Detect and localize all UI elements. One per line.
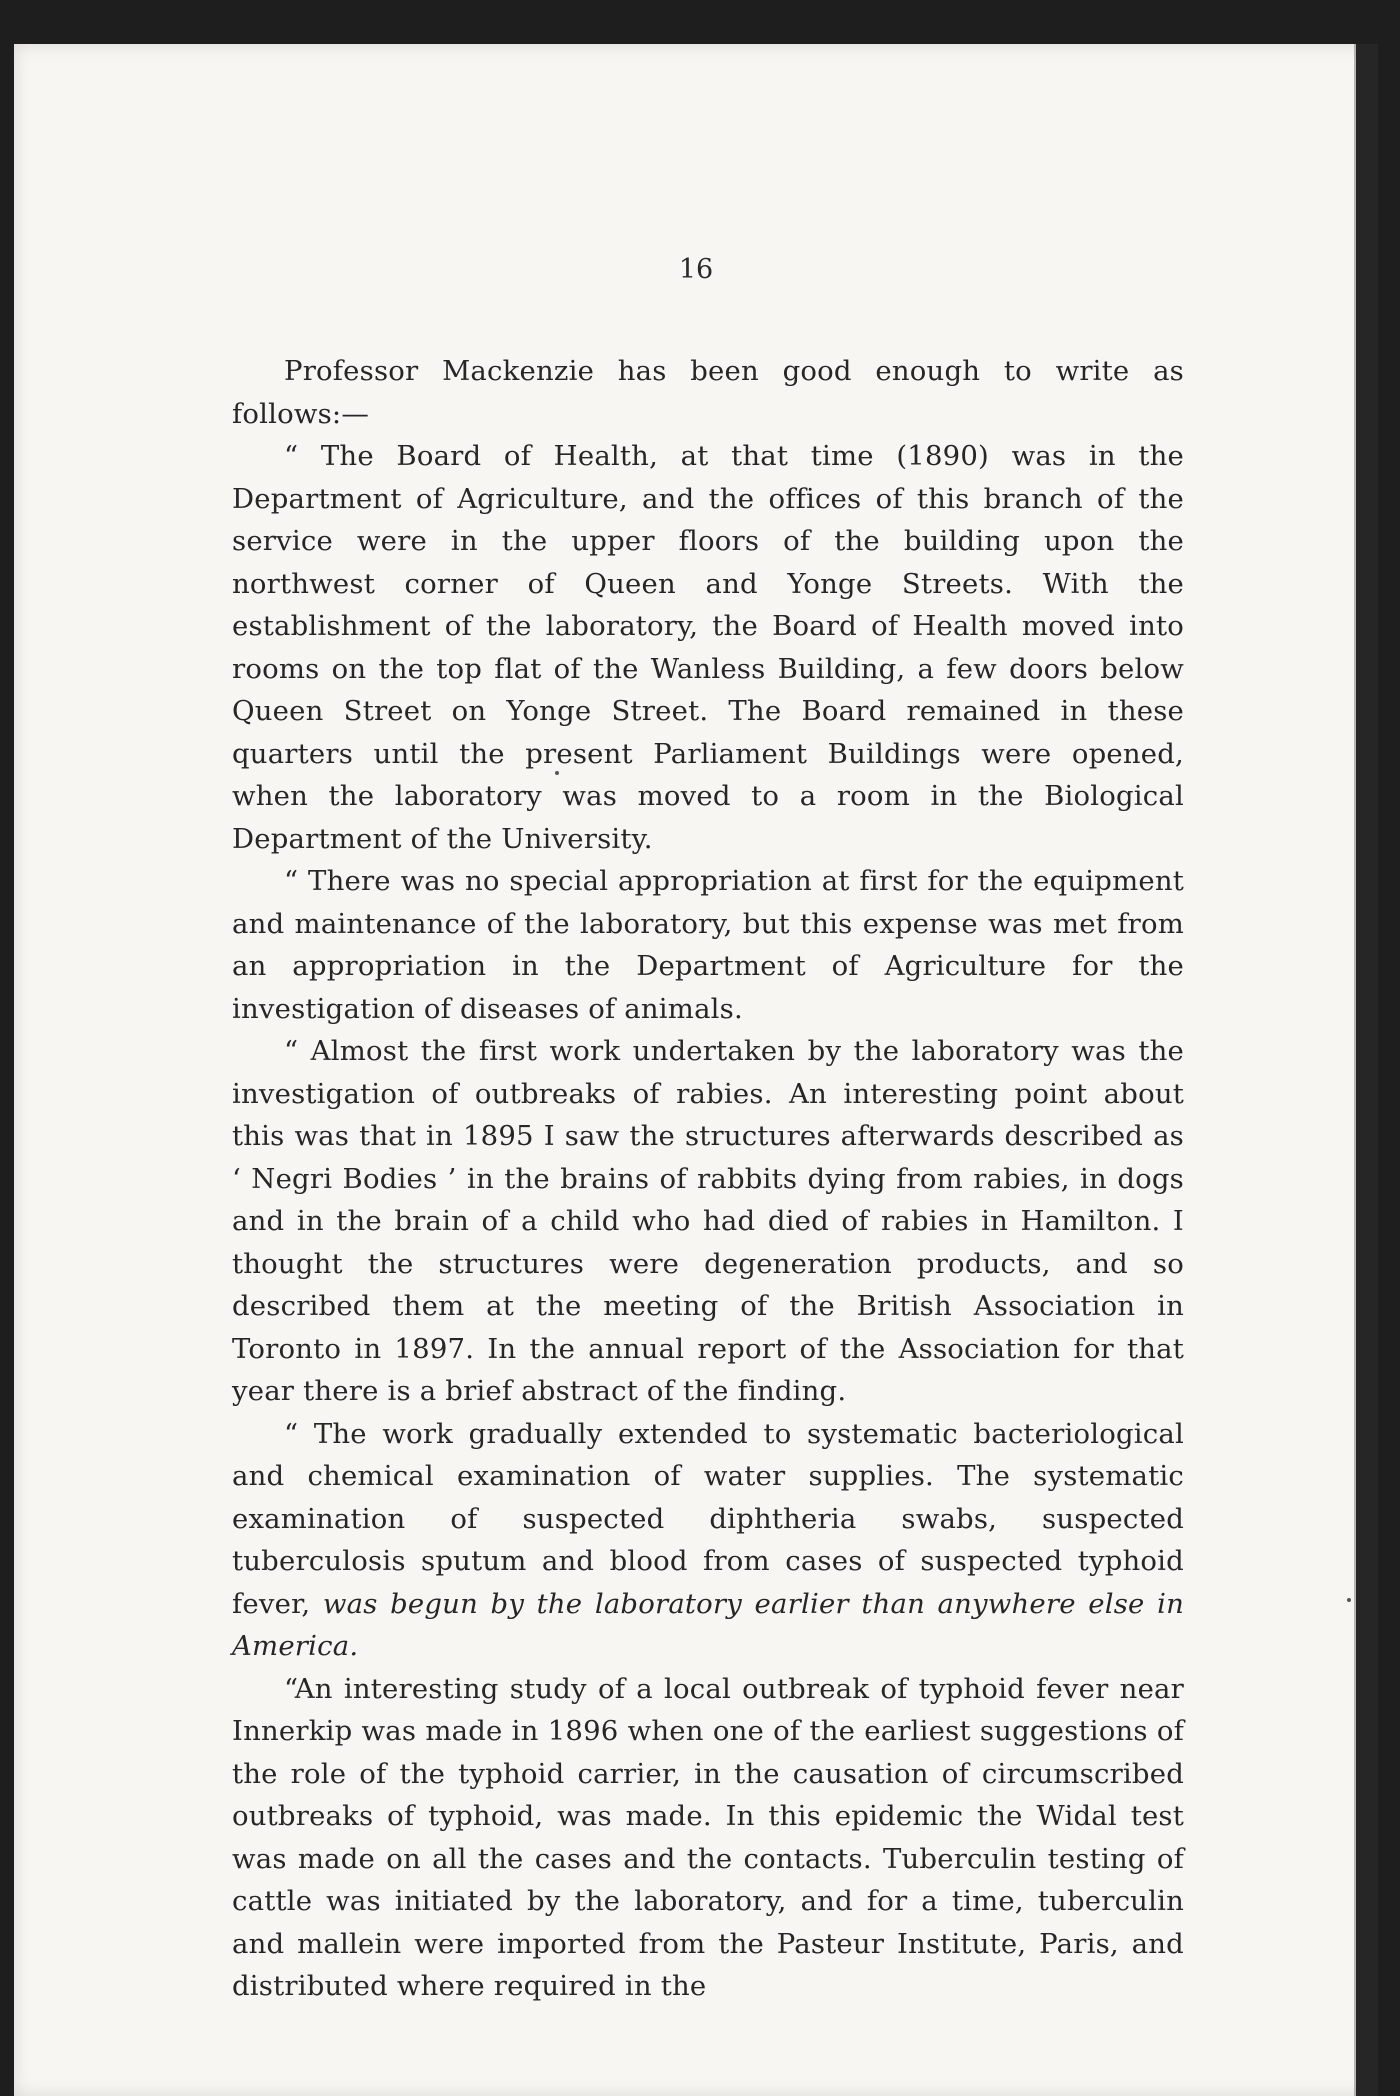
paragraph-board-of-health: “ The Board of Health, at that time (1890) was in the Department of Agriculture, and the offices of this branch of the service were in the upper floors of the building upon the northwest corner of Queen and Yonge Streets. With the establishment of the laboratory, the Board of Health moved into rooms on the top flat of the Wanless Building, a few doors below Queen Street on Yonge Street. The Board remained in these quarters until the present Parliament Buildings were opened, when the laboratory was moved to a room in the Biological Department of the University.: [232, 440, 1184, 855]
page-number: 16: [678, 254, 714, 285]
paragraph-water-supplies-emphasis: was begun by the laboratory earlier than anywhere else in America.: [232, 1587, 1184, 1662]
document-page: [14, 44, 1378, 2096]
ink-speck: [1347, 1598, 1351, 1602]
paragraph-intro: Professor Mackenzie has been good enough to write as follows:—: [232, 355, 1184, 430]
body-text: [232, 350, 1184, 2008]
scan-border: [1356, 44, 1378, 2096]
paragraph-water-supplies-text: “ The work gradually extended to systematic bacteriological and chemical examination of water supplies. The systematic examination of suspected diphtheria swabs, suspected tuberculosis sputum and blood from cases of suspected typhoid fever,: [232, 1417, 1184, 1620]
paragraph-appropriation: “ There was no special appropriation at first for the equipment and maintenance of the laboratory, but this expense was met from an appropriation in the Department of Agriculture for the investigation of diseases of animals.: [232, 865, 1184, 1025]
paragraph-rabies: “ Almost the first work undertaken by the laboratory was the investigation of outbreaks of rabies. An interesting point about this was that in 1895 I saw the structures afterwards described as ‘ Negri Bodies ’ in the brains of rabbits dying from rabies, in dogs and in the brain of a child who had died of rabies in Hamilton. I thought the structures were degeneration products, and so described them at the meeting of the British Association in Toronto in 1897. In the annual report of the Association for that year there is a brief abstract of the finding.: [232, 1035, 1184, 1407]
paragraph-water-supplies: [232, 1413, 1184, 1668]
paragraph-typhoid-study: “An interesting study of a local outbreak of typhoid fever near Innerkip was made in 1896 when one of the earliest suggestions of the role of the typhoid carrier, in the causation of circumscribed outbreaks of typhoid, was made. In this epidemic the Widal test was made on all the cases and the contacts. Tuberculin testing of cattle was initiated by the laboratory, and for a time, tuberculin and mallein were imported from the Pasteur Institute, Paris, and distributed where required in the: [232, 1672, 1184, 2002]
ink-speck: [555, 771, 559, 775]
